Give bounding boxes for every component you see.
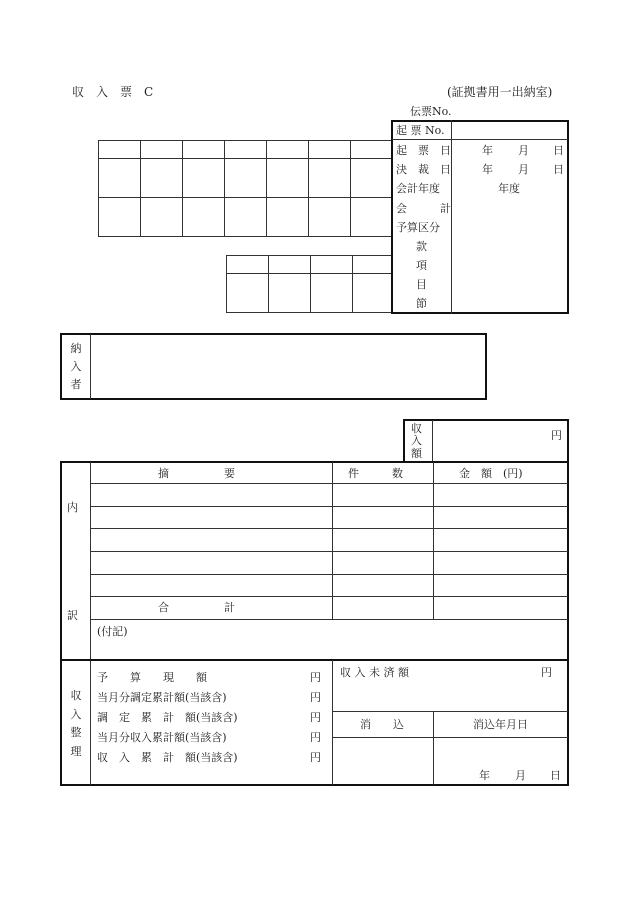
total-label: 合 計 xyxy=(158,601,235,614)
kihyo-day: 日 xyxy=(553,144,564,157)
settlement-item-yosan-unit: 円 xyxy=(310,671,321,684)
settlement-item-tougetsu-chotei: 当月分調定累計額(当該含) xyxy=(97,691,227,704)
note-field[interactable] xyxy=(150,622,565,656)
approval-kihyo-no-value[interactable] xyxy=(453,122,567,138)
approval-kaikei-label: 会 計 xyxy=(396,202,451,215)
fiscal-year-unit: 年度 xyxy=(498,182,520,195)
unpaid-unit: 円 xyxy=(541,666,552,679)
kihyo-year: 年 xyxy=(482,144,493,157)
form-title: 収 入 票 C xyxy=(72,85,154,99)
breakdown-row[interactable] xyxy=(92,530,567,550)
receipt-amount-unit: 円 xyxy=(551,429,562,442)
settlement-item-shunyu: 収 入 累 計 額(当該含) xyxy=(97,751,238,764)
header-kingaku: 金 額 (円) xyxy=(459,467,523,480)
unpaid-field[interactable] xyxy=(335,683,566,709)
settlement-item-tougetsu-chotei-unit: 円 xyxy=(310,691,321,704)
approval-kessai-date-label: 決 裁 日 xyxy=(396,163,451,176)
form-note: (証拠書用一出納室) xyxy=(447,85,553,99)
breakdown-row[interactable] xyxy=(92,553,567,573)
header-kensu: 件 数 xyxy=(348,467,403,480)
settlement-item-chotei-unit: 円 xyxy=(310,711,321,724)
erased-year: 年 xyxy=(479,769,490,782)
seal-grid-lower xyxy=(226,255,392,313)
erased-day: 日 xyxy=(550,769,561,782)
erased-label: 消 込 xyxy=(360,718,404,731)
slip-no-label: 伝票No. xyxy=(410,105,452,118)
breakdown-side-label-bottom: 訳 xyxy=(67,609,78,622)
settlement-item-tougetsu-shunyu: 当月分収入累計額(当該含) xyxy=(97,731,227,744)
settlement-item-tougetsu-shunyu-unit: 円 xyxy=(310,731,321,744)
approval-kihyo-date-label: 起 票 日 xyxy=(396,144,451,157)
breakdown-side-label-top: 内 xyxy=(67,501,78,514)
payer-field[interactable] xyxy=(92,336,484,397)
kessai-year: 年 xyxy=(482,163,493,176)
approval-kihyo-no-label: 起 票 No. xyxy=(396,124,445,137)
note-label: (付記) xyxy=(97,625,128,638)
breakdown-row[interactable] xyxy=(92,485,567,505)
approval-setsu-label: 節 xyxy=(416,297,427,310)
kessai-day: 日 xyxy=(553,163,564,176)
header-tekiyo: 摘 要 xyxy=(158,467,235,480)
kessai-month: 月 xyxy=(518,163,529,176)
breakdown-row[interactable] xyxy=(92,576,567,595)
erased-date-label: 消込年月日 xyxy=(473,718,528,731)
settlement-item-yosan: 予 算 現 額 xyxy=(97,671,207,684)
erased-month: 月 xyxy=(515,769,526,782)
approval-fiscal-year-label: 会計年度 xyxy=(396,182,440,195)
approval-kou-label: 項 xyxy=(416,259,427,272)
unpaid-label: 収 入 未 済 額 xyxy=(340,666,409,679)
settlement-item-shunyu-unit: 円 xyxy=(310,751,321,764)
approval-kan-label: 款 xyxy=(416,240,427,253)
approval-moku-label: 目 xyxy=(416,278,427,291)
receipt-amount-field[interactable] xyxy=(435,422,547,460)
breakdown-row[interactable] xyxy=(92,508,567,527)
settlement-item-chotei: 調 定 累 計 額(当該含) xyxy=(97,711,238,724)
kihyo-month: 月 xyxy=(518,144,529,157)
erased-field[interactable] xyxy=(335,739,431,783)
approval-yosan-kubun-label: 予算区分 xyxy=(396,221,440,234)
seal-grid-upper xyxy=(98,140,392,237)
